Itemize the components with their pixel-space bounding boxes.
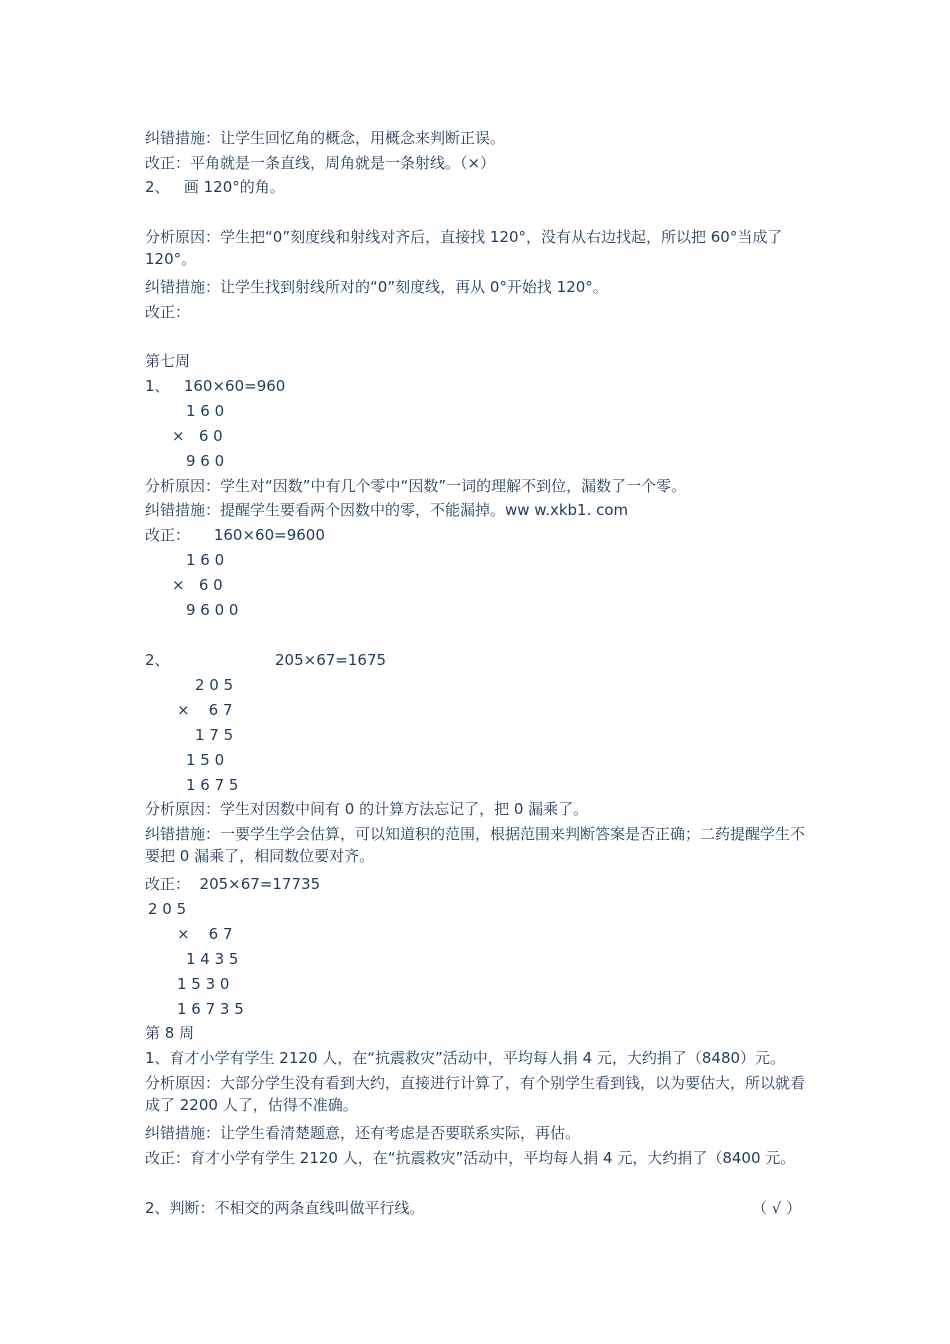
text-paragraph: 分析原因：学生把“0”刻度线和射线对齐后，直接找 120°，没有从右边找起，所以把 60°当成了 120°。	[145, 228, 783, 268]
text-line: 2、判断：不相交的两条直线叫做平行线。	[145, 1199, 425, 1217]
vertical-calc-line: 9 6 0	[186, 452, 225, 470]
text-paragraph: 分析原因：大部分学生没有看到大约，直接进行计算了，有个别学生看到钱，以为要估大，所以就看成了 2200 人了，估得不准确。	[145, 1074, 806, 1114]
text-line: 205×67=1675	[275, 651, 387, 669]
text-line: 改正：平角就是一条直线，周角就是一条射线。（×）	[145, 154, 496, 172]
text-line: 分析原因：学生对因数中间有 0 的计算方法忘记了，把 0 漏乘了。	[145, 800, 589, 818]
vertical-calc-line: 1 6 0	[186, 402, 225, 420]
vertical-calc-line: 1 6 7 3 5	[177, 1000, 244, 1018]
vertical-calc-line: 1 5 0	[186, 751, 225, 769]
vertical-calc-line: 2 0 5	[148, 900, 187, 918]
vertical-calc-line: 1 5 3 0	[177, 975, 230, 993]
vertical-calc-line: 1 4 3 5	[186, 950, 239, 968]
vertical-calc-line: 9 6 0 0	[186, 601, 239, 619]
text-line: 分析原因：学生对“因数”中有几个零中“因数”一词的理解不到位，漏数了一个零。	[145, 477, 687, 495]
text-line: 改正：	[145, 303, 191, 321]
text-line: 2、	[145, 651, 170, 669]
text-paragraph: 纠错措施：一要学生学会估算，可以知道积的范围，根据范围来判断答案是否正确；二药提醒学生不要把 0 漏乘了，相同数位要对齐。	[145, 825, 806, 865]
text-line: 改正： 205×67=17735	[145, 875, 321, 893]
text-line: 1、育才小学有学生 2120 人，在“抗震救灾”活动中，平均每人捐 4 元，大约捐了（8480）元。	[145, 1049, 786, 1067]
text-paragraph: 改正：育才小学有学生 2120 人，在“抗震救灾”活动中，平均每人捐 4 元，大约捐了（8400 元。	[145, 1149, 796, 1167]
text-line: 2、 画 120°的角。	[145, 178, 285, 196]
text-line: 1、 160×60=960	[145, 377, 286, 395]
section-heading: 第 8 周	[145, 1024, 195, 1042]
text-line: 纠错措施：让学生回忆角的概念，用概念来判断正误。	[145, 129, 506, 147]
vertical-calc-line: × 6 7	[177, 701, 233, 719]
vertical-calc-line: × 6 0	[172, 427, 223, 445]
vertical-calc-line: 1 6 7 5	[186, 776, 239, 794]
answer-mark: （ √ ）	[752, 1199, 802, 1217]
vertical-calc-line: 1 6 0	[186, 551, 225, 569]
text-line: 纠错措施：提醒学生要看两个因数中的零，不能漏掉。ww w.xkb1. com	[145, 501, 629, 519]
text-line: 纠错措施：让学生找到射线所对的“0”刻度线，再从 0°开始找 120°。	[145, 278, 608, 296]
vertical-calc-line: × 6 0	[172, 576, 223, 594]
section-heading: 第七周	[145, 352, 191, 370]
text-line: 改正： 160×60=9600	[145, 526, 325, 544]
vertical-calc-line: 2 0 5	[195, 676, 234, 694]
text-line: 纠错措施：让学生看清楚题意，还有考虑是否要联系实际，再估。	[145, 1124, 581, 1142]
vertical-calc-line: × 6 7	[177, 925, 233, 943]
vertical-calc-line: 1 7 5	[195, 726, 234, 744]
